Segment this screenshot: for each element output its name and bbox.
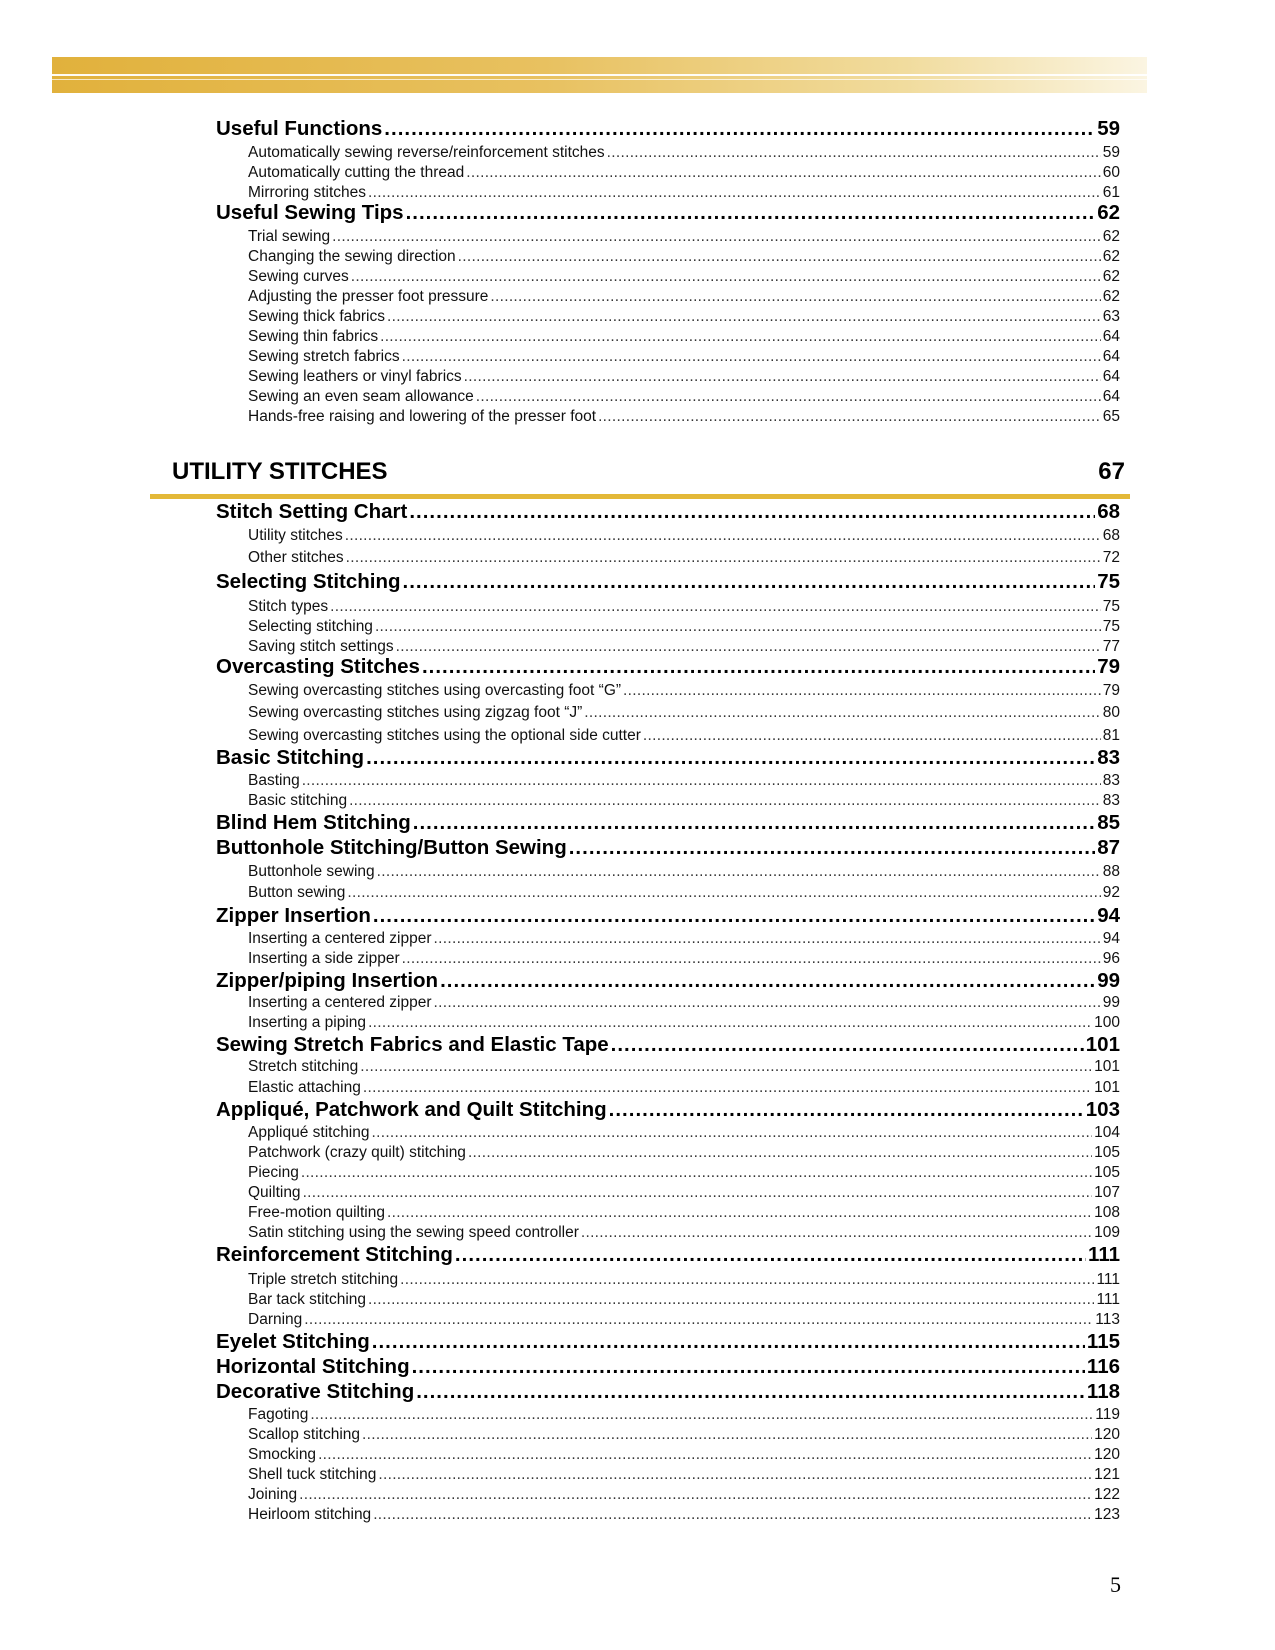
dot-leader — [476, 388, 1101, 406]
toc-item-title: Mirroring stitches — [248, 184, 366, 201]
toc-section-page: 99 — [1097, 969, 1120, 992]
toc-item-title: Sewing an even seam allowance — [248, 388, 474, 405]
toc-section-page: 94 — [1097, 904, 1120, 927]
toc-section-title: Stitch Setting Chart — [216, 500, 408, 523]
toc-item — [248, 1058, 1120, 1078]
toc-item-page: 120 — [1094, 1446, 1120, 1463]
toc-item-title: Satin stitching using the sewing speed controller — [248, 1224, 579, 1241]
dot-leader — [318, 1446, 1092, 1464]
toc-item-title: Triple stretch stitching — [248, 1271, 399, 1288]
toc-item-page: 113 — [1095, 1311, 1120, 1328]
dot-leader — [384, 117, 1095, 141]
toc-item-title: Smocking — [248, 1446, 317, 1463]
toc-item-page: 64 — [1102, 328, 1120, 345]
toc-item-title: Sewing overcasting stitches using zigzag foot “J” — [248, 704, 583, 721]
toc-item — [248, 1014, 1120, 1034]
toc-item-title: Heirloom stitching — [248, 1506, 372, 1523]
toc-item-title: Inserting a side zipper — [248, 950, 400, 967]
chapter-rule — [150, 494, 1130, 499]
toc-item-page: 81 — [1102, 727, 1120, 744]
dot-leader — [396, 638, 1101, 656]
toc-item-title: Automatically cutting the thread — [248, 164, 465, 181]
toc-item-page: 111 — [1096, 1291, 1120, 1308]
toc-item-title: Patchwork (crazy quilt) stitching — [248, 1144, 466, 1161]
toc-item-title: Fagoting — [248, 1406, 309, 1423]
toc-item-title: Elastic attaching — [248, 1079, 361, 1096]
dot-leader — [387, 1204, 1092, 1222]
dot-leader — [434, 930, 1101, 948]
dot-leader — [402, 348, 1101, 366]
toc-item-page: 79 — [1102, 682, 1120, 699]
toc-item-title: Button sewing — [248, 884, 346, 901]
toc-item-title: Piecing — [248, 1164, 299, 1181]
toc-item-page: 65 — [1102, 408, 1120, 425]
dot-leader — [303, 1184, 1093, 1202]
toc-item-title: Buttonhole sewing — [248, 863, 375, 880]
toc-item-title: Sewing thin fabrics — [248, 328, 379, 345]
dot-leader — [346, 549, 1101, 567]
toc-item — [248, 1486, 1120, 1506]
dot-leader — [609, 1098, 1084, 1122]
dot-leader — [372, 1330, 1085, 1354]
dot-leader — [387, 308, 1101, 326]
toc-item-page: 77 — [1102, 638, 1120, 655]
toc-item — [248, 792, 1120, 812]
toc-section — [216, 904, 1120, 930]
toc-item-title: Free-motion quilting — [248, 1204, 385, 1221]
toc-section-page: 83 — [1097, 746, 1120, 769]
toc-section-title: Overcasting Stitches — [216, 655, 420, 678]
toc-item-title: Sewing thick fabrics — [248, 308, 385, 325]
toc-item-title: Quilting — [248, 1184, 301, 1201]
dot-leader — [466, 164, 1100, 182]
dot-leader — [375, 618, 1101, 636]
dot-leader — [368, 184, 1101, 202]
toc-item-title: Scallop stitching — [248, 1426, 361, 1443]
toc-item — [248, 348, 1120, 368]
toc-section-page: 118 — [1086, 1380, 1120, 1403]
toc-item-title: Sewing stretch fabrics — [248, 348, 400, 365]
toc-item-title: Adjusting the presser foot pressure — [248, 288, 489, 305]
dot-leader — [362, 1426, 1092, 1444]
toc-item — [248, 368, 1120, 388]
dot-leader — [380, 328, 1101, 346]
toc-item — [248, 388, 1120, 408]
dot-leader — [406, 201, 1096, 225]
toc-section — [216, 1243, 1120, 1269]
dot-leader — [490, 288, 1100, 306]
toc-section-page: 101 — [1085, 1033, 1120, 1056]
dot-leader — [302, 772, 1101, 790]
toc-item — [248, 598, 1120, 618]
toc-item-page: 83 — [1102, 792, 1120, 809]
toc-section-title: Reinforcement Stitching — [216, 1243, 453, 1266]
toc-item-title: Sewing overcasting stitches using overcasting foot “G” — [248, 682, 622, 699]
dot-leader — [458, 248, 1101, 266]
dot-leader — [581, 1224, 1092, 1242]
toc-item-page: 62 — [1102, 228, 1120, 245]
toc-item — [248, 1426, 1120, 1446]
toc-item — [248, 1184, 1120, 1204]
toc-item-title: Sewing curves — [248, 268, 349, 285]
toc-item — [248, 1124, 1120, 1144]
toc-section-title: Useful Sewing Tips — [216, 201, 404, 224]
toc-section-title: Useful Functions — [216, 117, 383, 140]
toc-section-page: 62 — [1097, 201, 1120, 224]
toc-item — [248, 408, 1120, 428]
toc-item-page: 64 — [1102, 348, 1120, 365]
toc-section — [216, 500, 1120, 526]
toc-item — [248, 930, 1120, 950]
toc-section-title: Basic Stitching — [216, 746, 365, 769]
dot-leader — [378, 1466, 1092, 1484]
toc-item — [248, 884, 1120, 904]
toc-item-page: 75 — [1102, 618, 1120, 635]
toc-item-title: Shell tuck stitching — [248, 1466, 377, 1483]
toc-section — [216, 1330, 1120, 1356]
page-number: 5 — [1110, 1572, 1121, 1597]
toc-item-page: 123 — [1094, 1506, 1120, 1523]
toc-item-page: 108 — [1094, 1204, 1120, 1221]
toc-section — [216, 811, 1120, 837]
toc-item — [248, 618, 1120, 638]
toc-item — [248, 1311, 1120, 1331]
dot-leader — [351, 268, 1101, 286]
toc-section-page: 68 — [1097, 500, 1120, 523]
toc-item-title: Automatically sewing reverse/reinforcement stitches — [248, 144, 605, 161]
dot-leader — [598, 408, 1101, 426]
toc-item — [248, 1224, 1120, 1244]
toc-section — [216, 201, 1120, 227]
toc-item-page: 111 — [1096, 1271, 1120, 1288]
dot-leader — [349, 792, 1101, 810]
toc-section-title: Selecting Stitching — [216, 570, 401, 593]
toc-item-page: 64 — [1102, 368, 1120, 385]
toc-item-page: 80 — [1102, 704, 1120, 721]
toc-item-title: Joining — [248, 1486, 298, 1503]
toc-section — [216, 1355, 1120, 1381]
toc-item-title: Sewing leathers or vinyl fabrics — [248, 368, 462, 385]
toc-section — [216, 655, 1120, 681]
dot-leader — [434, 994, 1101, 1012]
toc-section — [216, 117, 1120, 143]
dot-leader — [416, 1380, 1085, 1404]
toc-item — [248, 328, 1120, 348]
dot-leader — [310, 1406, 1093, 1424]
toc-section-title: Decorative Stitching — [216, 1380, 415, 1403]
toc-item-page: 96 — [1102, 950, 1120, 967]
toc-section — [216, 1380, 1120, 1406]
dot-leader — [360, 1058, 1092, 1076]
toc-section-page: 85 — [1097, 811, 1120, 834]
chapter-heading — [170, 458, 1127, 494]
toc-item-page: 104 — [1094, 1124, 1120, 1141]
toc-section-title: Horizontal Stitching — [216, 1355, 410, 1378]
toc-item — [248, 1291, 1120, 1311]
toc-item-page: 75 — [1102, 598, 1120, 615]
header-stripe — [52, 74, 1147, 76]
dot-leader — [301, 1164, 1092, 1182]
toc-section-title: Buttonhole Stitching/Button Sewing — [216, 836, 567, 859]
dot-leader — [468, 1144, 1092, 1162]
dot-leader — [304, 1311, 1093, 1329]
dot-leader — [373, 904, 1095, 928]
toc-section-page: 75 — [1097, 570, 1120, 593]
toc-item — [248, 228, 1120, 248]
toc-item-page: 101 — [1094, 1058, 1120, 1075]
toc-item-page: 109 — [1094, 1224, 1120, 1241]
toc-item — [248, 1164, 1120, 1184]
dot-leader — [347, 884, 1100, 902]
toc-item-page: 119 — [1095, 1406, 1120, 1423]
toc-item-title: Changing the sewing direction — [248, 248, 456, 265]
toc-item-page: 88 — [1102, 863, 1120, 880]
toc-item-page: 62 — [1102, 288, 1120, 305]
toc-item-title: Basic stitching — [248, 792, 348, 809]
toc-item — [248, 248, 1120, 268]
toc-item-title: Inserting a piping — [248, 1014, 367, 1031]
toc-item-page: 62 — [1102, 248, 1120, 265]
dot-leader — [299, 1486, 1092, 1504]
toc-item — [248, 994, 1120, 1014]
chapter-page: 67 — [1098, 458, 1125, 485]
toc-item — [248, 164, 1120, 184]
toc-item-page: 101 — [1094, 1079, 1120, 1096]
toc-item-title: Appliqué stitching — [248, 1124, 370, 1141]
dot-leader — [377, 863, 1101, 881]
dot-leader — [400, 1271, 1094, 1289]
dot-leader — [402, 950, 1101, 968]
toc-item-page: 94 — [1102, 930, 1120, 947]
toc-section-page: 115 — [1086, 1330, 1120, 1353]
toc-item-page: 60 — [1102, 164, 1120, 181]
toc-item — [248, 1466, 1120, 1486]
toc-item — [248, 144, 1120, 164]
header-band — [52, 57, 1147, 93]
toc-section-title: Zipper/piping Insertion — [216, 969, 439, 992]
toc-item-page: 92 — [1102, 884, 1120, 901]
toc-section-title: Appliqué, Patchwork and Quilt Stitching — [216, 1098, 607, 1121]
toc-item — [248, 1406, 1120, 1426]
dot-leader — [569, 836, 1095, 860]
chapter-title: UTILITY STITCHES — [172, 458, 388, 485]
toc-item-page: 59 — [1102, 144, 1120, 161]
dot-leader — [373, 1506, 1092, 1524]
dot-leader — [372, 1124, 1093, 1142]
toc-item — [248, 1271, 1120, 1291]
toc-item-page: 121 — [1094, 1466, 1120, 1483]
toc-item-title: Inserting a centered zipper — [248, 994, 432, 1011]
toc-item-title: Hands-free raising and lowering of the presser foot — [248, 408, 597, 425]
dot-leader — [368, 1291, 1094, 1309]
toc-item-page: 83 — [1102, 772, 1120, 789]
toc-item-page: 107 — [1094, 1184, 1120, 1201]
toc-item-title: Sewing overcasting stitches using the optional side cutter — [248, 727, 641, 744]
dot-leader — [409, 500, 1095, 524]
dot-leader — [413, 811, 1095, 835]
toc-item-title: Stitch types — [248, 598, 329, 615]
header-stripe — [52, 79, 1147, 80]
dot-leader — [440, 969, 1095, 993]
toc-section-title: Sewing Stretch Fabrics and Elastic Tape — [216, 1033, 609, 1056]
toc-item-title: Utility stitches — [248, 527, 343, 544]
toc-section — [216, 836, 1120, 862]
dot-leader — [345, 527, 1101, 545]
toc-section-page: 116 — [1086, 1355, 1120, 1378]
toc-item-page: 105 — [1094, 1144, 1120, 1161]
toc-item-title: Basting — [248, 772, 300, 789]
dot-leader — [330, 598, 1101, 616]
dot-leader — [366, 746, 1095, 770]
toc-item-page: 120 — [1094, 1426, 1120, 1443]
toc-item — [248, 1204, 1120, 1224]
toc-item-title: Stretch stitching — [248, 1058, 359, 1075]
toc-item-title: Trial sewing — [248, 228, 331, 245]
dot-leader — [403, 570, 1096, 594]
toc-item — [248, 1079, 1120, 1099]
dot-leader — [643, 727, 1101, 745]
dot-leader — [368, 1014, 1092, 1032]
toc-item-title: Saving stitch settings — [248, 638, 394, 655]
toc-item — [248, 1144, 1120, 1164]
toc-section — [216, 1098, 1120, 1124]
toc-item — [248, 527, 1120, 547]
toc-item — [248, 288, 1120, 308]
toc-item — [248, 704, 1120, 724]
toc-item-page: 63 — [1102, 308, 1120, 325]
dot-leader — [611, 1033, 1084, 1057]
toc-item-title: Bar tack stitching — [248, 1291, 367, 1308]
toc-item — [248, 1446, 1120, 1466]
toc-item-page: 61 — [1102, 184, 1120, 201]
toc-section-page: 87 — [1097, 836, 1120, 859]
toc-item-page: 105 — [1094, 1164, 1120, 1181]
dot-leader — [584, 704, 1100, 722]
toc-item-page: 62 — [1102, 268, 1120, 285]
dot-leader — [332, 228, 1101, 246]
toc-item — [248, 863, 1120, 883]
toc-item-page: 122 — [1094, 1486, 1120, 1503]
toc-section — [216, 570, 1120, 596]
toc-item — [248, 268, 1120, 288]
toc-item — [248, 308, 1120, 328]
toc-section-page: 111 — [1088, 1243, 1120, 1266]
toc-section-page: 59 — [1097, 117, 1120, 140]
toc-item — [248, 950, 1120, 970]
toc-item — [248, 772, 1120, 792]
dot-leader — [422, 655, 1095, 679]
toc-section-title: Zipper Insertion — [216, 904, 371, 927]
toc-item — [248, 549, 1120, 569]
toc-section-page: 79 — [1097, 655, 1120, 678]
toc-item-title: Other stitches — [248, 549, 344, 566]
toc-item-title: Inserting a centered zipper — [248, 930, 432, 947]
dot-leader — [412, 1355, 1085, 1379]
dot-leader — [464, 368, 1101, 386]
toc-section-title: Blind Hem Stitching — [216, 811, 411, 834]
toc-section — [216, 746, 1120, 772]
toc-section-page: 103 — [1085, 1098, 1120, 1121]
toc-item — [248, 727, 1120, 747]
toc-item-page: 99 — [1102, 994, 1120, 1011]
toc-section — [216, 969, 1120, 995]
toc-item — [248, 1506, 1120, 1526]
toc-item-page: 64 — [1102, 388, 1120, 405]
toc-item-title: Selecting stitching — [248, 618, 373, 635]
toc-section — [216, 1033, 1120, 1059]
toc-item-page: 68 — [1102, 527, 1120, 544]
dot-leader — [363, 1079, 1092, 1097]
toc-item-page: 100 — [1094, 1014, 1120, 1031]
dot-leader — [623, 682, 1101, 700]
toc-item-title: Darning — [248, 1311, 303, 1328]
toc-section-title: Eyelet Stitching — [216, 1330, 370, 1353]
toc-item — [248, 682, 1120, 702]
toc-item-page: 72 — [1102, 549, 1120, 566]
dot-leader — [607, 144, 1101, 162]
dot-leader — [455, 1243, 1086, 1267]
